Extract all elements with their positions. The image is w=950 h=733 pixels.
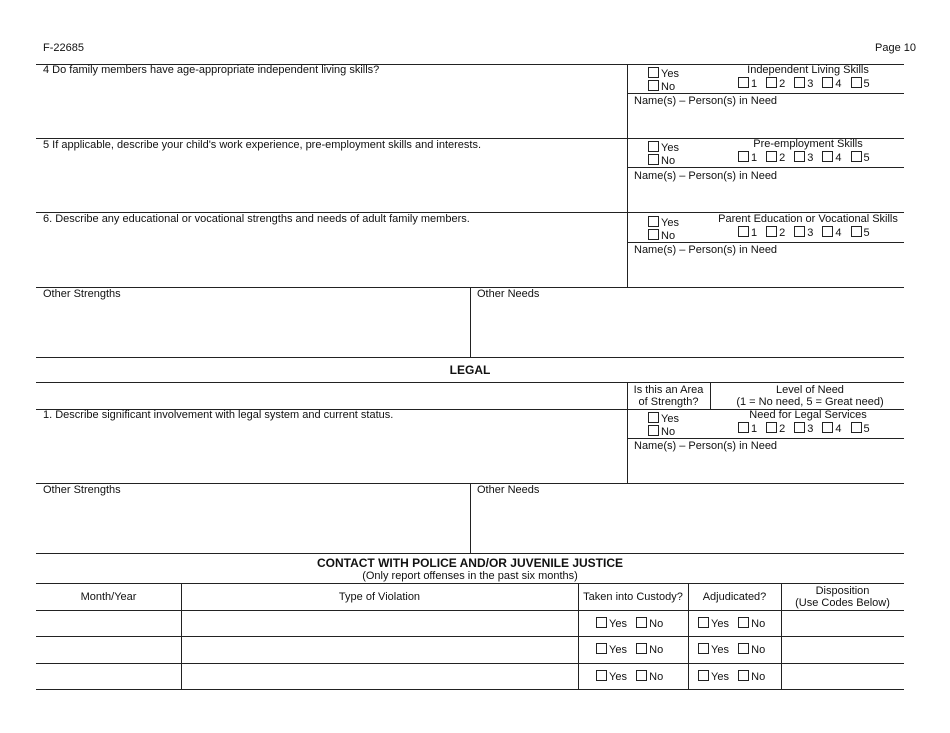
contact-subtitle: (Only report offenses in the past six months) <box>362 570 578 582</box>
level-title: Pre-employment Skills <box>753 138 863 150</box>
rule <box>36 583 904 584</box>
adjudicated-yes-no: Yes No <box>698 643 765 656</box>
area-strength-header: Is this an Area of Strength? <box>633 384 704 408</box>
col-month-year: Month/Year <box>80 591 137 603</box>
form-number: F-22685 <box>43 42 84 54</box>
yes-checkbox[interactable] <box>596 670 607 681</box>
no-checkbox[interactable] <box>648 425 659 436</box>
level-scale: 1 2 3 4 5 <box>738 226 879 239</box>
level-2-checkbox[interactable] <box>766 151 777 162</box>
yes-no-group: Yes No <box>648 412 679 438</box>
level-1-checkbox[interactable] <box>738 151 749 162</box>
level-title: Parent Education or Vocational Skills <box>718 213 898 225</box>
level-need-header: Level of Need (1 = No need, 5 = Great need) <box>736 384 884 408</box>
page-number: Page 10 <box>875 42 916 54</box>
adjudicated-yes-no: Yes No <box>698 617 765 630</box>
level-1-checkbox[interactable] <box>738 226 749 237</box>
yes-no-group: Yes No <box>648 216 679 242</box>
level-2-checkbox[interactable] <box>766 77 777 88</box>
names-label: Name(s) – Person(s) in Need <box>634 440 778 452</box>
rule <box>36 636 904 637</box>
yes-checkbox[interactable] <box>648 67 659 78</box>
column-divider <box>710 382 711 409</box>
other-needs-label: Other Needs <box>477 484 540 496</box>
level-2-checkbox[interactable] <box>766 422 777 433</box>
rule <box>627 167 904 168</box>
adjudicated-yes-no: Yes No <box>698 670 765 683</box>
rule <box>36 610 904 611</box>
yes-no-group: Yes No <box>648 141 679 167</box>
col-violation: Type of Violation <box>338 591 421 603</box>
question-6: 6. Describe any educational or vocational strengths and needs of adult family members. <box>43 213 470 225</box>
no-checkbox[interactable] <box>636 670 647 681</box>
no-checkbox[interactable] <box>648 229 659 240</box>
level-3-checkbox[interactable] <box>794 151 805 162</box>
yes-checkbox[interactable] <box>698 670 709 681</box>
no-checkbox[interactable] <box>636 643 647 654</box>
level-title: Independent Living Skills <box>747 64 869 76</box>
yes-checkbox[interactable] <box>596 617 607 628</box>
yes-checkbox[interactable] <box>648 216 659 227</box>
no-checkbox[interactable] <box>648 80 659 91</box>
rule <box>36 553 904 554</box>
level-4-checkbox[interactable] <box>822 151 833 162</box>
level-5-checkbox[interactable] <box>851 151 862 162</box>
question-5: 5 If applicable, describe your child's work experience, pre-employment skills and interests. <box>43 139 482 151</box>
column-divider <box>470 287 471 357</box>
level-3-checkbox[interactable] <box>794 422 805 433</box>
names-label: Name(s) – Person(s) in Need <box>634 244 778 256</box>
no-checkbox[interactable] <box>636 617 647 628</box>
level-4-checkbox[interactable] <box>822 422 833 433</box>
level-4-checkbox[interactable] <box>822 77 833 88</box>
level-5-checkbox[interactable] <box>851 77 862 88</box>
question-4: 4 Do family members have age-appropriate independent living skills? <box>43 64 380 76</box>
no-checkbox[interactable] <box>648 154 659 165</box>
names-label: Name(s) – Person(s) in Need <box>634 95 778 107</box>
other-strengths-label: Other Strengths <box>43 288 121 300</box>
level-4-checkbox[interactable] <box>822 226 833 237</box>
level-1-checkbox[interactable] <box>738 422 749 433</box>
rule <box>36 382 904 383</box>
column-divider <box>470 483 471 553</box>
contact-title: CONTACT WITH POLICE AND/OR JUVENILE JUSTICE <box>316 556 623 570</box>
col-custody: Taken into Custody? <box>583 591 683 603</box>
rule <box>36 689 904 690</box>
level-2-checkbox[interactable] <box>766 226 777 237</box>
no-checkbox[interactable] <box>738 617 749 628</box>
level-scale: 1 2 3 4 5 <box>738 422 879 435</box>
level-3-checkbox[interactable] <box>794 77 805 88</box>
level-scale: 1 2 3 4 5 <box>738 151 879 164</box>
level-3-checkbox[interactable] <box>794 226 805 237</box>
rule <box>627 242 904 243</box>
custody-yes-no: Yes No <box>596 617 663 630</box>
names-label: Name(s) – Person(s) in Need <box>634 170 778 182</box>
column-divider <box>627 64 628 287</box>
yes-checkbox[interactable] <box>698 643 709 654</box>
level-scale: 1 2 3 4 5 <box>738 77 879 90</box>
level-title: Need for Legal Services <box>749 409 867 421</box>
rule <box>627 438 904 439</box>
legal-question-1: 1. Describe significant involvement with legal system and current status. <box>43 409 394 421</box>
other-needs-label: Other Needs <box>477 288 540 300</box>
level-5-checkbox[interactable] <box>851 226 862 237</box>
yes-checkbox[interactable] <box>596 643 607 654</box>
rule <box>627 93 904 94</box>
legal-title: LEGAL <box>449 363 491 377</box>
yes-checkbox[interactable] <box>648 412 659 423</box>
level-1-checkbox[interactable] <box>738 77 749 88</box>
col-disposition: Disposition (Use Codes Below) <box>795 585 890 609</box>
no-checkbox[interactable] <box>738 670 749 681</box>
rule <box>36 357 904 358</box>
yes-checkbox[interactable] <box>698 617 709 628</box>
no-checkbox[interactable] <box>738 643 749 654</box>
rule <box>36 663 904 664</box>
other-strengths-label: Other Strengths <box>43 484 121 496</box>
col-adjudicated: Adjudicated? <box>702 591 767 603</box>
yes-no-group: Yes No <box>648 67 679 93</box>
level-5-checkbox[interactable] <box>851 422 862 433</box>
custody-yes-no: Yes No <box>596 670 663 683</box>
custody-yes-no: Yes No <box>596 643 663 656</box>
yes-checkbox[interactable] <box>648 141 659 152</box>
